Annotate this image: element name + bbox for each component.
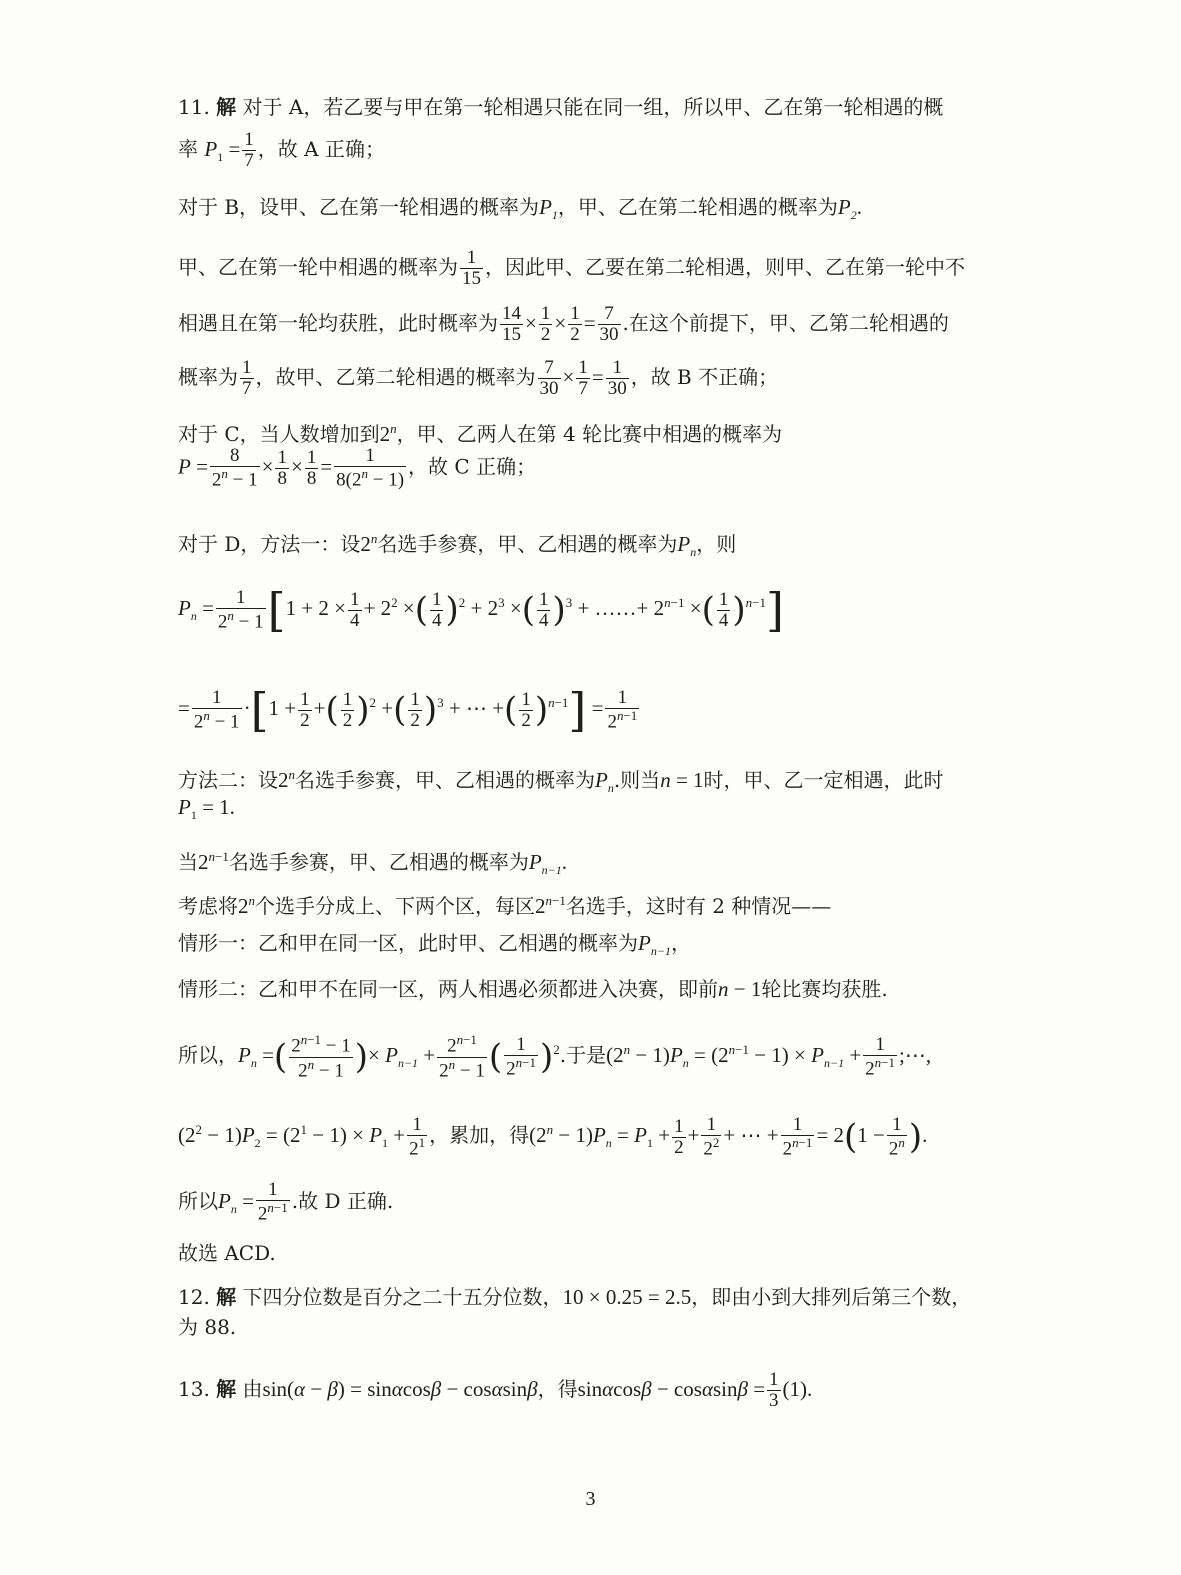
q11-b-line-4: 概率为 $\frac{1}{7}$ ，故甲、乙第二轮相遇的概率为 $\frac{7}{30}$ × $\frac{1}{7}$ = $\frac{1}{30}$ ，故 B 不正确； <box>178 357 779 399</box>
text: ，即由小到大排列后第三个数， <box>691 1285 972 1309</box>
text: 考虑将 <box>178 894 238 918</box>
page-number: 3 <box>585 1488 596 1510</box>
text: ，因此甲、乙要在第二轮相遇，则甲、乙在第一轮中不 <box>485 254 965 279</box>
text: 故选 ACD. <box>178 1241 276 1265</box>
solution-mark: 解 <box>216 1285 237 1309</box>
text: ，故 C 正确； <box>408 454 537 479</box>
conclusion-line: 所以$P_n$ = $\frac{1}{2^{n-1}}$ .故 D 正确. <box>178 1179 394 1225</box>
text: .则当 <box>613 768 661 792</box>
formula-recurrence: 所以，$P_n$ =( $\frac{2^{n-1} - 1}{2^n - 1}$ )× $P_{n-1}$ + $\frac{2^{n-1}}{2^n - 1}$ ( $\frac{1}{2^{n-1}}$ )$^2$.于是$(2^n - 1)P_n = (2^{n-1} - 1) \times P_{n-1}$ + $\frac{1}{2^{n-1}}$ ;⋯, <box>178 1032 932 1082</box>
q12-line-1: 12. 解 下四分位数是百分之二十五分位数，10 × 0.25 = 2.5，即由小到大排列后第三个数， <box>178 1285 972 1309</box>
text: 当 <box>178 850 198 874</box>
text: 对于 C，当人数增加到 <box>178 422 380 446</box>
method2-line-2: $P_1 = 1$. <box>178 795 235 823</box>
text: 下四分位数是百分之二十五分位数， <box>242 1285 563 1309</box>
text: ，累加，得 <box>429 1123 530 1147</box>
text: ，甲、乙两人在第 4 轮比赛中相遇的概率为 <box>396 422 783 446</box>
text: 名选手参赛，甲、乙相遇的概率为 <box>295 768 595 792</box>
text: 名选手参赛，甲、乙相遇的概率为 <box>377 532 678 556</box>
fraction: $\frac{1}{15}$ <box>462 247 481 289</box>
text: 所以， <box>178 1043 238 1067</box>
text: 概率为 <box>178 364 238 389</box>
q11-b-line-2 <box>178 248 1031 289</box>
text: 所以 <box>178 1189 218 1213</box>
text: .于是 <box>559 1043 607 1067</box>
text: 情形一：乙和甲在同一区，此时甲、乙相遇的概率为 <box>178 931 638 955</box>
text: 轮比赛均获胜. <box>761 977 888 1001</box>
text: (1). <box>782 1377 813 1401</box>
text: 名选手参赛，甲、乙相遇的概率为 <box>228 850 529 874</box>
answer-line <box>178 1238 1031 1268</box>
q11-c-line-2: P = $\frac{8}{2^n - 1}$ × $\frac{1}{8}$ × $\frac{1}{8}$ = $\frac{1}{8(2^n - 1)}$ ，故 C 正确； <box>178 445 537 491</box>
text: 方法二：设 <box>178 768 278 792</box>
q11-b-line-3: 相遇且在第一轮均获胜，此时概率为 $\frac{14}{15}$ × $\frac{1}{2}$ × $\frac{1}{2}$ = $\frac{7}{30}$ .在这个前提下，甲、乙第二轮相遇的 <box>178 303 949 345</box>
question-number: 12. <box>178 1285 210 1309</box>
q11-line-2 <box>178 130 1031 172</box>
method2-line-1: 方法二：设2$^n$名选手参赛，甲、乙相遇的概率为$P_n$.则当n = 1时，甲、乙一定相遇，此时 <box>178 767 944 796</box>
method2-line-4: 考虑将2$^n$个选手分成上、下两个区，每区$2^{n-1}$名选手，这时有 2 种情况—— <box>178 893 832 918</box>
solution-mark: 解 <box>216 95 237 119</box>
math: $P_1$ = <box>204 136 241 165</box>
math: $P_1$ <box>539 195 558 223</box>
case-1-line: 情形一：乙和甲在同一区，此时甲、乙相遇的概率为$P_{n-1}$， <box>178 931 691 959</box>
text: 相遇且在第一轮均获胜，此时概率为 <box>178 310 498 335</box>
question-number: 11. <box>178 95 210 119</box>
text: ，甲、乙在第二轮相遇的概率为 <box>557 195 838 219</box>
text: 为 88. <box>178 1315 237 1339</box>
text: 名选手，这时有 2 种情况—— <box>565 894 832 918</box>
text: .故 D 正确. <box>291 1189 394 1213</box>
text: .在这个前提下，甲、乙第二轮相遇的 <box>622 310 949 335</box>
math: $P_2$ <box>837 195 857 223</box>
formula-pn-method1: $P_n$ = $\frac{1}{2^n - 1}$ [1 + 2 × $\frac{1}{4}$ + $2^2$ ×( $\frac{1}{4}$ )$^2 + 2^3$ ×( $\frac{1}{4}$ )$^3$ + ……+ $2^{n-1}$ ×( $\frac{1}{4}$ )$^{n-1}$] <box>178 583 784 638</box>
text: ，故甲、乙第二轮相遇的概率为 <box>255 364 536 389</box>
question-number: 13. <box>178 1377 210 1401</box>
text: 对于 B，设甲、乙在第一轮相遇的概率为 <box>178 195 540 219</box>
q11-b-line-1: 对于 B，设甲、乙在第一轮相遇的概率为$P_1$，甲、乙在第二轮相遇的概率为$P_2$. <box>178 195 862 223</box>
text: ，则 <box>696 532 737 556</box>
q13-line-1: 13. 解 由sin(α − β) = sinαcosβ − cosαsinβ，得sinαcosβ − cosαsinβ = $\frac{1}{3}$ (1). <box>178 1369 813 1411</box>
q11-line-1 <box>178 92 1031 122</box>
q11-c-line-1: 对于 C，当人数增加到2$^n$，甲、乙两人在第 4 轮比赛中相遇的概率为 <box>178 421 783 446</box>
text: ，故 A 正确； <box>257 136 385 161</box>
method2-line-3: 当$2^{n-1}$名选手参赛，甲、乙相遇的概率为$P_{n-1}$. <box>178 849 568 878</box>
q12-line-2 <box>178 1312 1031 1342</box>
text: 甲、乙在第一轮中相遇的概率为 <box>178 254 458 279</box>
text: 个选手分成上、下两个区，每区 <box>255 894 535 918</box>
q11-d-line-1: 对于 D，方法一：设2$^n$名选手参赛，甲、乙相遇的概率为$P_n$，则 <box>178 531 737 560</box>
case-2-line: 情形二：乙和甲不在同一区，两人相遇必须都进入决赛，即前n − 1轮比赛均获胜. <box>178 977 888 1001</box>
formula-pn-result: = $\frac{1}{2^n - 1}$ ·[1 + $\frac{1}{2}$ +( $\frac{1}{2}$ )$^2$ +( $\frac{1}{2}$ )$^3$ + ⋯ +( $\frac{1}{2}$ )$^{n-1}$] = $\frac{1}{2^{n-1}}$ <box>178 683 638 738</box>
solution-mark: 解 <box>216 1377 237 1401</box>
text: ，得 <box>537 1377 578 1401</box>
text: 时，甲、乙一定相遇，此时 <box>703 768 944 792</box>
text: 率 <box>178 136 198 161</box>
formula-sum: $(2^2 - 1)P_2 = (2^1 - 1) \times P_1$ + $\frac{1}{2^1}$ ，累加，得$(2^n - 1)P_n = P_1$ + $\frac{1}{2}$ + $\frac{1}{2^2}$ + ⋯ + $\frac{1}{2^{n-1}}$ = 2(1 − $\frac{1}{2^n}$ ). <box>178 1114 928 1160</box>
text: 由 <box>242 1377 263 1401</box>
text: ，故 B 不正确； <box>630 364 779 389</box>
fraction: $\frac{1}{7}$ <box>244 129 254 171</box>
text: 对于 A，若乙要与甲在第一轮相遇只能在同一组，所以甲、乙在第一轮相遇的概 <box>242 95 944 119</box>
text: 对于 D，方法一：设 <box>178 532 361 556</box>
text: 情形二：乙和甲不在同一区，两人相遇必须都进入决赛，即前 <box>178 977 718 1001</box>
